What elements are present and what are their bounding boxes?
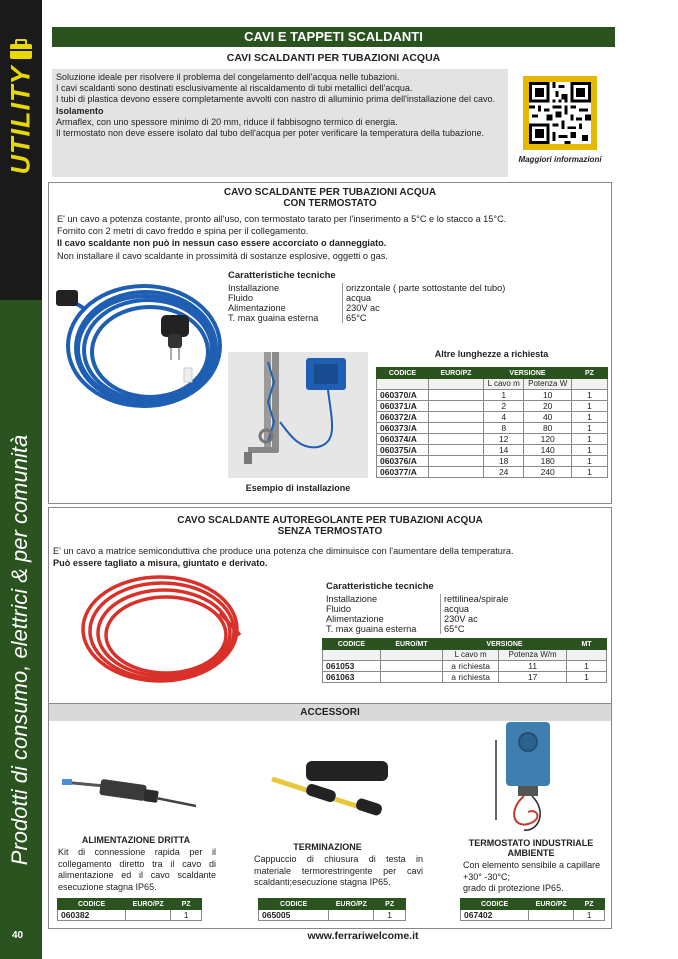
spec-value: 65°C	[444, 624, 465, 634]
cable-length: 12	[484, 434, 524, 445]
table-row	[259, 910, 406, 921]
spec-key: Installazione	[228, 283, 343, 293]
qr-code[interactable]	[523, 76, 597, 150]
table-header: PZ	[574, 899, 605, 910]
table-header: EURO/MT	[381, 639, 443, 650]
qr-code-icon	[529, 82, 591, 144]
cable-length: 2	[484, 401, 524, 412]
table-header: EURO/PZ	[529, 899, 574, 910]
quantity: 1	[374, 910, 406, 921]
price-table-thermostat-cable	[376, 367, 608, 478]
description-line: Con elemento sensibile a capillare +30° -30°C;	[463, 860, 601, 882]
product-title	[48, 187, 612, 209]
table-header: EURO/PZ	[329, 899, 374, 910]
spec-value: rettilinea/spirale	[444, 594, 509, 604]
specs-title: Caratteristiche tecniche	[326, 581, 434, 592]
table-row	[377, 412, 608, 423]
product-code: 061063	[323, 672, 381, 683]
page-title: CAVI E TAPPETI SCALDANTI	[52, 27, 615, 47]
power: 80	[524, 423, 572, 434]
sidebar-section-label: Prodotti di consumo, elettrici & per comunità	[7, 434, 32, 866]
table-row	[377, 456, 608, 467]
power: 120	[524, 434, 572, 445]
product-code: 060372/A	[377, 412, 429, 423]
quantity: 1	[572, 434, 608, 445]
table-row	[377, 390, 608, 401]
spec-key: Alimentazione	[228, 303, 343, 313]
description-warning: Il cavo scaldante non può in nessun caso essere accorciato o danneggiato.	[57, 238, 387, 249]
cable-length: 8	[484, 423, 524, 434]
table-row	[323, 661, 607, 672]
table-header-row	[461, 899, 605, 910]
table-header: PZ	[572, 368, 608, 379]
table-header: CODICE	[377, 368, 429, 379]
product-title-line: CAVO SCALDANTE AUTOREGOLANTE PER TUBAZIONI ACQUA	[177, 515, 483, 526]
table-header: CODICE	[461, 899, 529, 910]
description-line: Non installare il cavo scaldante in prossimità di sostanze esplosive, oggetti o gas.	[57, 250, 388, 261]
spec-row	[326, 624, 508, 634]
specs-list	[326, 594, 508, 634]
table-row	[461, 910, 605, 921]
quantity: 1	[572, 412, 608, 423]
product-code: 061053	[323, 661, 381, 672]
table-subheader: Potenza W/m	[499, 650, 567, 661]
product-code: 060382	[58, 910, 126, 921]
quantity: 1	[567, 672, 607, 683]
table-header: CODICE	[58, 899, 126, 910]
footer-website-link[interactable]: www.ferrariwelcome.it	[307, 930, 419, 942]
table-subheader-row	[377, 379, 608, 390]
quantity: 1	[572, 456, 608, 467]
accessory-title: ALIMENTAZIONE DRITTA	[81, 835, 191, 845]
table-row	[377, 445, 608, 456]
product-description	[57, 213, 607, 262]
table-subheader: Potenza W	[524, 379, 572, 390]
table-header: CODICE	[323, 639, 381, 650]
spec-value: acqua	[444, 604, 470, 614]
table-row	[377, 434, 608, 445]
table-subheader: L cavo m	[443, 650, 499, 661]
intro-panel	[52, 69, 508, 177]
spec-value: 230V ac	[346, 303, 380, 313]
table-subheader: L cavo m	[484, 379, 524, 390]
product-title-line: CAVO SCALDANTE PER TUBAZIONI ACQUA	[223, 187, 437, 198]
intro-text: I cavi scaldanti sono destinati esclusivamente al riscaldamento di tubi metallici dell'acqua.	[56, 83, 413, 94]
spec-key: T. max guaina esterna	[228, 313, 343, 323]
power: 140	[524, 445, 572, 456]
cable-length: 1	[484, 390, 524, 401]
description-line: Può essere tagliato a misura, giuntato e derivato.	[53, 558, 268, 569]
intro-heading: Isolamento	[56, 105, 104, 116]
cable-length: a richiesta	[443, 672, 499, 683]
spec-value: 65°C	[346, 313, 367, 323]
product-code: 067402	[461, 910, 529, 921]
installation-caption: Esempio di installazione	[245, 483, 351, 493]
spec-row	[228, 303, 505, 313]
toolbox-icon	[8, 38, 34, 62]
table-row	[58, 910, 202, 921]
quantity: 1	[572, 390, 608, 401]
product-code: 060374/A	[377, 434, 429, 445]
spec-row	[228, 283, 505, 293]
quantity: 1	[572, 401, 608, 412]
quantity: 1	[171, 910, 202, 921]
blue-heating-cable-image	[56, 270, 228, 422]
table-row	[377, 401, 608, 412]
table-header: EURO/PZ	[429, 368, 484, 379]
cable-length: 18	[484, 456, 524, 467]
specs-list	[228, 283, 505, 323]
spec-key: Alimentazione	[326, 614, 441, 624]
industrial-thermostat-image	[488, 720, 558, 835]
accessory-description	[463, 860, 603, 895]
cable-length: a richiesta	[443, 661, 499, 672]
qr-code-label: Maggiori informazioni	[518, 155, 602, 164]
end-termination-image	[266, 757, 396, 819]
product-code: 060370/A	[377, 390, 429, 401]
cable-length: 14	[484, 445, 524, 456]
product-title-line: CON TERMOSTATO	[283, 198, 377, 209]
description-line: E' un cavo a matrice semiconduttiva che produce una potenza che diminuisce con l'aumentare della temperatura.	[53, 546, 514, 556]
power: 17	[499, 672, 567, 683]
product-code: 060373/A	[377, 423, 429, 434]
description-line: Fornito con 2 metri di cavo freddo e spina per il collegamento.	[57, 226, 309, 237]
quantity: 1	[567, 661, 607, 672]
page-subtitle: CAVI SCALDANTI PER TUBAZIONI ACQUA	[226, 52, 441, 64]
power: 11	[499, 661, 567, 672]
price-table-self-regulating-cable	[322, 638, 607, 683]
quantity: 1	[574, 910, 605, 921]
power: 40	[524, 412, 572, 423]
sidebar-category-label: UTILITY	[5, 65, 36, 175]
product-code: 065005	[259, 910, 329, 921]
installation-example-image	[228, 352, 368, 478]
quantity: 1	[572, 445, 608, 456]
spec-value: orizzontale ( parte sottostante del tubo)	[346, 283, 506, 293]
product-code: 060377/A	[377, 467, 429, 478]
product-code: 060371/A	[377, 401, 429, 412]
product-description	[53, 545, 608, 569]
description-line: E' un cavo a potenza costante, pronto all'uso, con termostato tarato per l'inserimento a 5°C e lo stacco a 15°C.	[57, 214, 507, 224]
accessory-title-line: AMBIENTE	[507, 848, 555, 858]
table-header: VERSIONE	[484, 368, 572, 379]
product-title-line: SENZA TERMOSTATO	[277, 526, 383, 537]
quantity: 1	[572, 423, 608, 434]
table-header: CODICE	[259, 899, 329, 910]
spec-row	[228, 293, 505, 303]
spec-row	[326, 604, 508, 614]
spec-row	[326, 614, 508, 624]
accessory-title	[466, 838, 596, 858]
spec-row	[326, 594, 508, 604]
power: 20	[524, 401, 572, 412]
description-line: grado di protezione IP65.	[463, 883, 564, 893]
accessory-description: Cappuccio di chiusura di testa in materiale termorestringente per cavi scaldanti;esecuzione stagna IP65.	[254, 854, 423, 887]
intro-text: Armaflex, con uno spessore minimo di 20 mm, riduce il fabbisogno termico di energia.	[56, 116, 398, 127]
accessory-title: TERMINAZIONE	[293, 842, 362, 852]
accessory-title-line: TERMOSTATO INDUSTRIALE	[468, 838, 594, 848]
table-header: PZ	[374, 899, 406, 910]
product-title	[48, 515, 612, 537]
specs-title: Caratteristiche tecniche	[228, 270, 336, 281]
table-row	[323, 672, 607, 683]
table-header-row	[259, 899, 406, 910]
spec-value: 230V ac	[444, 614, 478, 624]
table-header: MT	[567, 639, 607, 650]
table-subheader-row	[323, 650, 607, 661]
price-table-connector	[57, 898, 202, 921]
table-header-row	[58, 899, 202, 910]
table-header-row	[377, 368, 608, 379]
intro-text: Il termostato non deve essere isolato dal tubo dell'acqua per poter verificare la temperatura della tubazione.	[56, 128, 484, 139]
cable-length: 24	[484, 467, 524, 478]
table-row	[377, 467, 608, 478]
red-heating-cable-image	[80, 573, 245, 691]
power: 180	[524, 456, 572, 467]
page-number: 40	[12, 930, 24, 941]
product-code: 060375/A	[377, 445, 429, 456]
price-table-termination	[258, 898, 406, 921]
quantity: 1	[572, 467, 608, 478]
power: 240	[524, 467, 572, 478]
product-code: 060376/A	[377, 456, 429, 467]
spec-key: Fluido	[228, 293, 343, 303]
straight-connector-image	[60, 772, 198, 814]
table-header-row	[323, 639, 607, 650]
spec-key: Fluido	[326, 604, 441, 614]
intro-text: Soluzione ideale per risolvere il problema del congelamento dell'acqua nelle tubazioni.	[56, 72, 400, 82]
price-table-thermostat	[460, 898, 605, 921]
spec-key: Installazione	[326, 594, 441, 604]
table-header: VERSIONE	[443, 639, 567, 650]
power: 10	[524, 390, 572, 401]
table-header: PZ	[171, 899, 202, 910]
intro-text: I tubi di plastica devono essere completamente avvolti con nastro di alluminio prima dell'installazione del cavo.	[56, 94, 495, 105]
cable-length: 4	[484, 412, 524, 423]
accessory-description: Kit di connessione rapida per il collegamento diretto tra il cavo di alimentazione ed il cavo scaldante esecuzione stagna IP65.	[58, 847, 216, 892]
table-title: Altre lunghezze a richiesta	[434, 349, 549, 359]
spec-row	[228, 313, 505, 323]
table-row	[377, 423, 608, 434]
spec-value: acqua	[346, 293, 372, 303]
spec-key: T. max guaina esterna	[326, 624, 441, 634]
table-header: EURO/PZ	[126, 899, 171, 910]
accessories-title: ACCESSORI	[49, 704, 611, 721]
